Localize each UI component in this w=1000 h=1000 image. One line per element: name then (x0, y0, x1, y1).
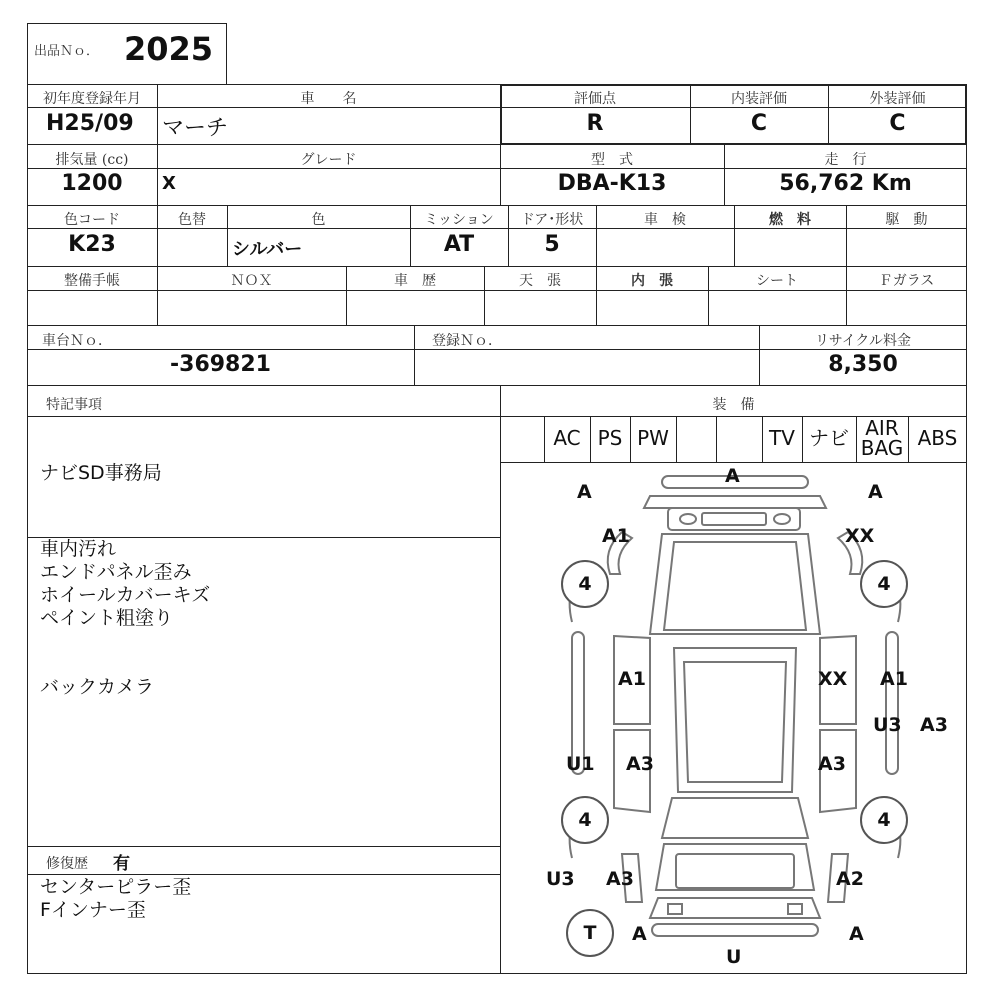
color-label: 色 (311, 212, 326, 228)
tire-rear-left: 4 (561, 796, 609, 844)
car-name-label: 車 名 (300, 91, 357, 107)
door-label: ドア･形状 (520, 212, 584, 228)
car-name: マーチ (162, 116, 229, 141)
note-extra: バックカメラ (40, 676, 155, 698)
glass-label: Ｆガラス (878, 273, 935, 289)
note-top: ナビSD事務局 (40, 462, 162, 484)
tire-front-right: 4 (860, 560, 908, 608)
tire-rear-right: 4 (860, 796, 908, 844)
code-fender-right: XX (845, 525, 875, 547)
code-bumper-left: A (632, 923, 647, 945)
repair-history-label: 修復歴 (46, 856, 88, 872)
seat-label: シート (756, 273, 798, 289)
interior-trim-label: 内 張 (631, 273, 673, 289)
note-line-3: ホイールカバーキズ (40, 584, 211, 606)
nox-label: ＮＯＸ (230, 273, 273, 289)
note-line-4: ペイント粗塗り (40, 607, 174, 629)
equipment-label: 装 備 (712, 397, 755, 413)
score: R (586, 111, 604, 136)
equipment-tv: TV (769, 426, 795, 450)
interior-score: C (750, 111, 768, 136)
roof-label: 天 張 (519, 273, 561, 289)
mission-label: ミッション (424, 212, 494, 228)
note-line-2: エンドパネル歪み (40, 561, 192, 583)
mileage-label: 走 行 (824, 152, 867, 168)
code-front-left: A (577, 481, 592, 503)
model: DBA-K13 (557, 171, 667, 196)
tire-front-left: 4 (561, 560, 609, 608)
inspection-label: 車 検 (644, 212, 686, 228)
manual-label: 整備手帳 (64, 273, 120, 289)
repair-line-1: センターピラー歪 (40, 876, 192, 898)
interior-score-label: 内装評価 (731, 91, 787, 107)
displacement: 1200 (61, 171, 123, 196)
note-line-1: 車内汚れ (40, 538, 117, 560)
repair-line-2: Fインナー歪 (40, 899, 146, 921)
code-door-front-right-xx: XX (818, 668, 848, 690)
equipment-navi: ナビ (809, 426, 849, 450)
code-right-a3: A3 (920, 714, 948, 736)
exterior-score-label: 外装評価 (869, 91, 926, 107)
color-code-label: 色コード (64, 212, 120, 228)
lot-number-label: 出品Ｎｏ． (34, 44, 100, 59)
code-door-front-left: A1 (618, 668, 646, 690)
color-code: K23 (68, 232, 116, 257)
code-door-rear-left: A3 (626, 753, 654, 775)
first-reg: H25/09 (46, 111, 134, 136)
code-rear-left-a3: A3 (606, 868, 634, 890)
recycle-fee: 8,350 (828, 352, 898, 377)
code-rear-right-a2: A2 (836, 868, 864, 890)
equipment-abs: ABS (917, 426, 958, 450)
equipment-ps: PS (597, 426, 623, 450)
grade-label: グレード (300, 152, 357, 168)
code-rear-bottom: U (726, 946, 742, 968)
recycle-label: リサイクル料金 (814, 333, 912, 349)
fuel-label: 燃 料 (769, 212, 811, 228)
code-bumper-right: A (849, 923, 864, 945)
code-door-rear-right: A3 (818, 753, 846, 775)
code-right-u3: U3 (873, 714, 902, 736)
mission: AT (443, 232, 475, 257)
code-front-right: A (868, 481, 883, 503)
history-label: 車 歴 (394, 273, 436, 289)
equipment-pw: PW (637, 426, 669, 450)
model-label: 型 式 (591, 152, 633, 168)
repair-history-value: 有 (113, 854, 130, 874)
registration-label: 登録Ｎｏ． (432, 333, 502, 349)
code-left-u1: U1 (566, 753, 595, 775)
chassis-label: 車台Ｎｏ． (42, 333, 112, 349)
code-door-front-right-a1: A1 (880, 668, 908, 690)
mileage: 56,762 Km (779, 171, 912, 196)
exterior-score: C (889, 111, 906, 136)
tire-spare: T (566, 909, 614, 957)
grade: X (162, 173, 176, 194)
color: シルバー (232, 239, 303, 260)
chassis-number: -369821 (170, 352, 271, 377)
equipment-airbag: AIR BAG (860, 416, 904, 460)
first-reg-label: 初年度登録年月 (43, 91, 141, 107)
repaint-label: 色替 (178, 212, 206, 228)
special-notes-label: 特記事項 (46, 397, 102, 413)
displacement-label: 排気量 (cc) (55, 152, 129, 168)
door: 5 (544, 232, 560, 257)
code-front-center: A (725, 465, 740, 487)
drive-label: 駆 動 (885, 212, 928, 228)
lot-number: 2025 (124, 30, 214, 68)
score-label: 評価点 (574, 91, 616, 107)
code-rear-left-u3: U3 (546, 868, 575, 890)
code-fender-left: A1 (602, 525, 630, 547)
equipment-ac: AC (553, 426, 581, 450)
